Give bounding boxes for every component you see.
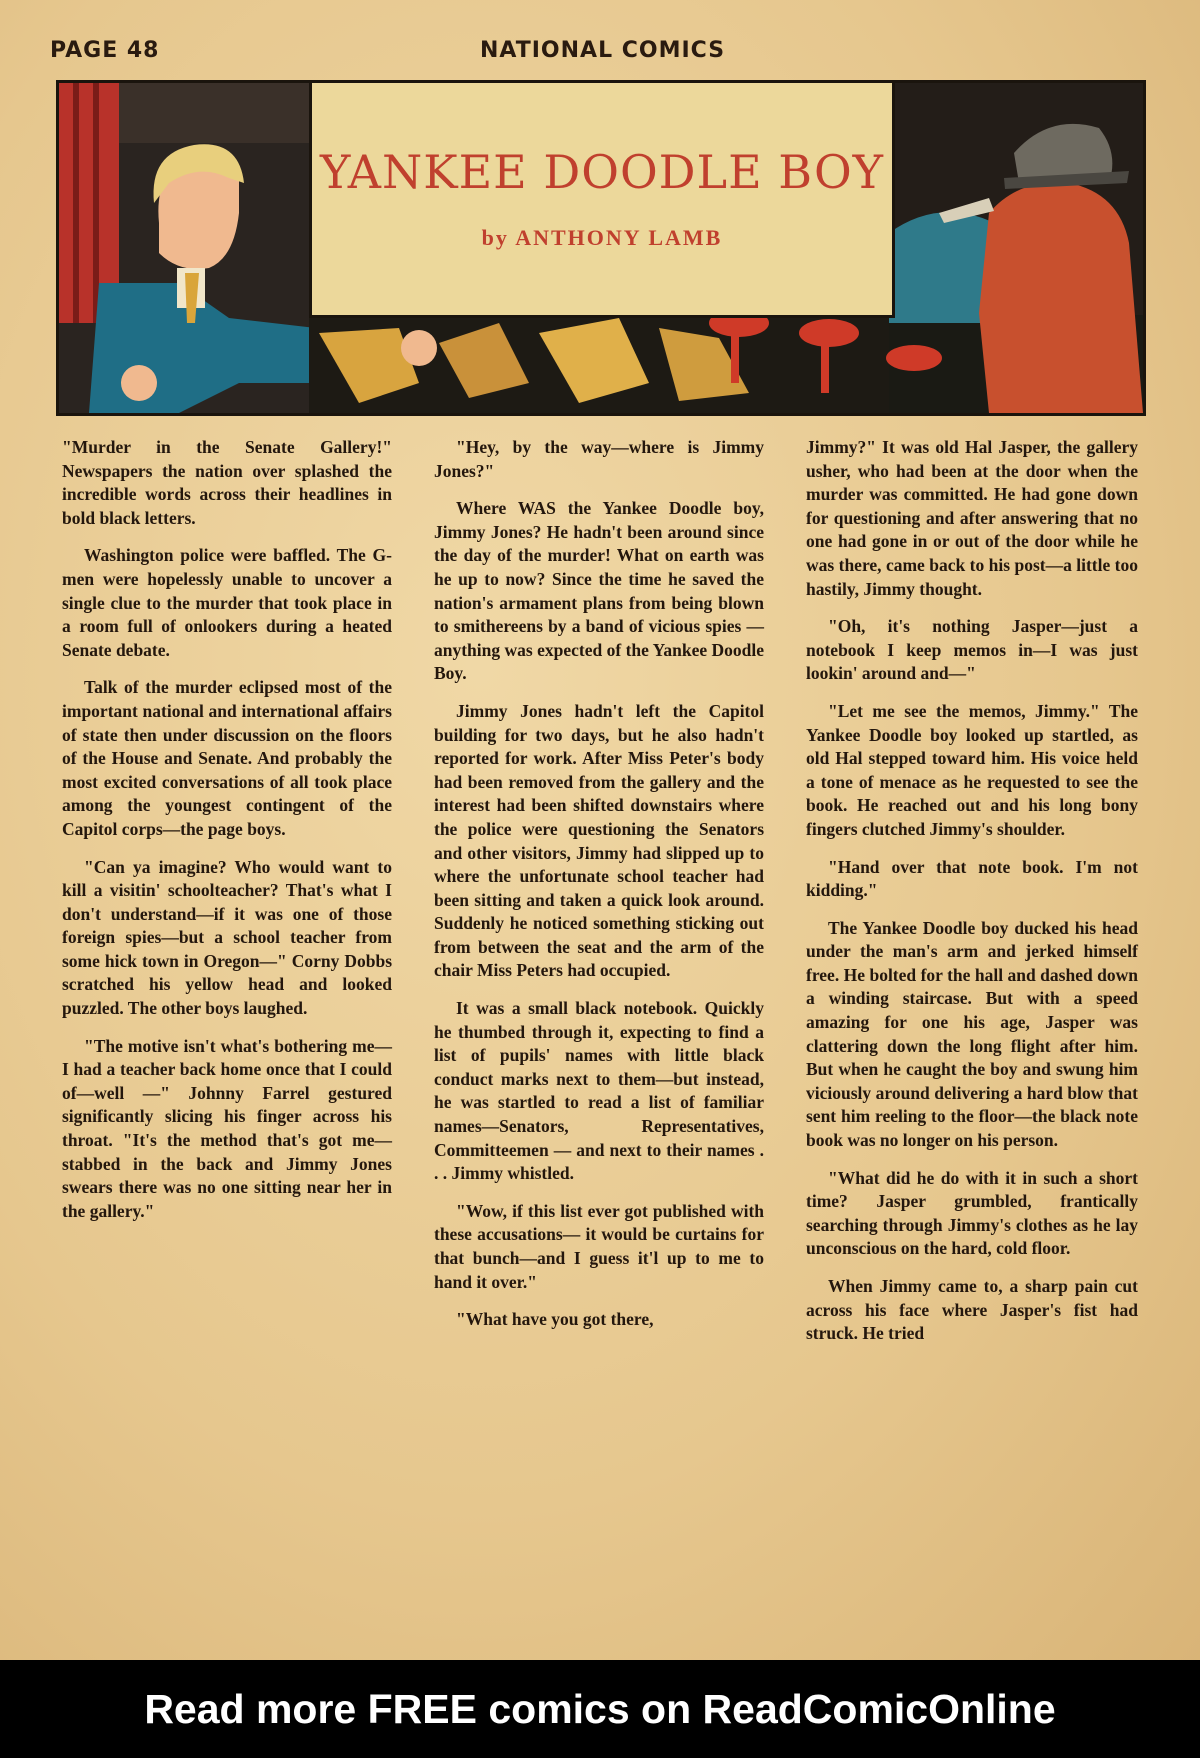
paragraph: Where WAS the Yankee Doodle boy, Jimmy Jones? He hadn't been around since the day of the murder! What on earth was he up to now? Since the time he saved the nation's armament plans from being blown to smithereens by a band of vicious spies —anything was expected of the Yankee Doodle Boy. — [434, 498, 764, 684]
magazine-title: NATIONAL COMICS — [480, 38, 726, 63]
title-banner — [56, 80, 1146, 416]
paragraph: "What did he do with it in such a short time? Jasper grumbled, frantically searching through Jimmy's clothes as he lay unconscious on the hard, cold floor. — [806, 1167, 1138, 1259]
paragraph: "The motive isn't what's bothering me—I had a teacher back home once that I could of—well —" Johnny Farrel gestured significantly slicing his finger across his throat. "It's the method that's got me—stabbed in the back and Jimmy Jones swears there was no one sitting near her in the gallery." — [62, 1035, 392, 1221]
story-byline: by ANTHONY LAMB — [481, 225, 723, 250]
paragraph: Jimmy?" It was old Hal Jasper, the gallery usher, who had been at the door when the murder was committed. He had gone down for questioning and after answering that no one had gone in or out of the door while he was there, came back to his post—a little too hastily, Jimmy thought. — [806, 437, 1138, 599]
paragraph: "Hand over that note book. I'm not kidding." — [806, 856, 1138, 901]
title-panel — [309, 83, 895, 318]
text-column-3 — [806, 436, 1138, 1360]
paragraph: Washington police were baffled. The G-men were hopelessly unable to uncover a single clue to the murder that took place in a room full of onlookers during a heated Senate debate. — [62, 545, 392, 660]
paragraph: "Let me see the memos, Jimmy." The Yankee Doodle boy looked up startled, as old Hal stepped toward him. His voice held a tone of menace as he requested to see the book. He reached out and his long bony fingers clutched Jimmy's shoulder. — [806, 700, 1138, 839]
text-column-1 — [62, 436, 392, 1237]
promo-footer-link[interactable]: Read more FREE comics on ReadComicOnline — [0, 1660, 1200, 1758]
paragraph: "Can ya imagine? Who would want to kill a visitin' schoolteacher? That's what I don't understand—if it was one of those foreign spies—but a school teacher from some hick town in Oregon—" Corny Dobbs scratched his yellow head and looked puzzled. The other boys laughed. — [62, 856, 392, 1019]
text-column-2 — [434, 436, 764, 1346]
page-number: PAGE 48 — [50, 38, 160, 63]
paragraph: The Yankee Doodle boy ducked his head under the man's arm and jerked himself free. He bolted for the hall and dashed down a winding staircase. But with a speed amazing for one his age, Jasper was clattering down the long flight after him. But when he caught the boy and swung him viciously around delivering a hard blow that sent him reeling to the floor—the black note book was no longer on his person. — [806, 917, 1138, 1151]
paragraph: "Wow, if this list ever got published with these accusations— it would be curtains for that bunch—and I guess it'l up to me to hand it over." — [434, 1200, 764, 1292]
story-title: YANKEE DOODLE BOY — [319, 145, 885, 199]
paragraph: Jimmy Jones hadn't left the Capitol building for two days, but he also hadn't reported for work. After Miss Peter's body had been removed from the gallery and the interest had been shifted downstairs where the police were questioning the Senators and other visitors, Jimmy had slipped up to where the unfortunate school teacher had been sitting and taken a quick look around. Suddenly he noticed something sticking out from between the seat and the arm of the chair Miss Peters had occupied. — [434, 700, 764, 981]
paragraph: "Hey, by the way—where is Jimmy Jones?" — [434, 437, 764, 481]
paragraph: It was a small black notebook. Quickly he thumbed through it, expecting to find a list of pupils' names with little black conduct marks next to them—but instead, he was startled to read a list of familiar names—Senators, Representatives, Committeemen — and next to their names . . . Jimmy whistled. — [434, 998, 764, 1184]
paragraph: Talk of the murder eclipsed most of the important national and international affairs of state then under discussion on the floors of the House and Senate. And probably the most excited conversations of all took place among the youngest contingent of the Capitol corps—the page boys. — [62, 677, 392, 839]
paragraph: "Murder in the Senate Gallery!" Newspapers the nation over splashed the incredible words across their headlines in bold black letters. — [62, 437, 392, 528]
paragraph: "Oh, it's nothing Jasper—just a notebook I keep memos in—I was just lookin' around and—" — [806, 616, 1138, 684]
running-head — [0, 38, 1200, 68]
paragraph: When Jimmy came to, a sharp pain cut across his face where Jasper's fist had struck. He tried — [806, 1276, 1138, 1344]
paragraph: "What have you got there, — [456, 1309, 654, 1330]
